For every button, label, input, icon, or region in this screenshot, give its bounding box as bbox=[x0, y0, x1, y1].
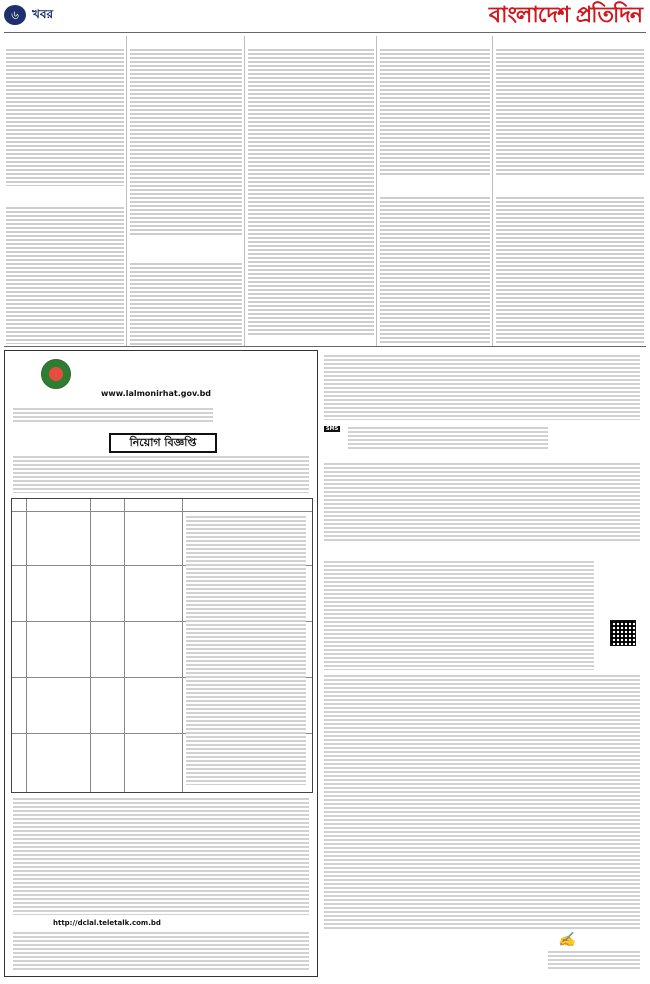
qr-code-icon bbox=[610, 620, 636, 646]
notice-intro bbox=[13, 455, 309, 493]
government-logo-icon bbox=[41, 359, 71, 389]
column-divider bbox=[376, 36, 377, 346]
notice-continuation bbox=[318, 350, 646, 975]
recruitment-notice bbox=[4, 350, 318, 977]
article-body bbox=[248, 48, 374, 336]
masthead bbox=[4, 4, 646, 30]
notice-title: নিয়োগ বিজ্ঞপ্তি bbox=[109, 433, 217, 453]
article-col-2b bbox=[130, 250, 242, 345]
article-body bbox=[496, 48, 644, 176]
article-body bbox=[6, 206, 124, 344]
article-body bbox=[380, 196, 490, 344]
article-col-1b bbox=[6, 194, 124, 344]
article-col-5b bbox=[496, 184, 644, 344]
conditions-text-2 bbox=[13, 931, 309, 971]
article-col-5 bbox=[496, 36, 644, 176]
header-rule bbox=[4, 32, 646, 33]
article-body bbox=[496, 196, 644, 344]
section-label: খবর bbox=[32, 7, 54, 21]
conditions-text bbox=[13, 797, 309, 915]
article-body bbox=[130, 48, 242, 236]
article-col-4b bbox=[380, 184, 490, 344]
reference-lines bbox=[13, 407, 213, 423]
article-body bbox=[130, 262, 242, 345]
article-body bbox=[380, 48, 490, 176]
column-divider bbox=[244, 36, 245, 346]
posts-table bbox=[11, 498, 313, 793]
instructions-text bbox=[324, 354, 640, 420]
terms-text bbox=[324, 674, 640, 930]
column-divider bbox=[492, 36, 493, 346]
page-number: ৬ bbox=[4, 5, 26, 25]
brand-logo: বাংলাদেশ প্রতিদিন bbox=[488, 3, 642, 28]
article-col-4 bbox=[380, 36, 490, 176]
article-col-2 bbox=[130, 36, 242, 236]
signatory-block bbox=[548, 950, 640, 970]
instructions-text bbox=[324, 560, 594, 670]
article-col-3 bbox=[248, 36, 374, 336]
instructions-text bbox=[324, 462, 640, 542]
signature: ✍ bbox=[558, 932, 576, 948]
qualification-text bbox=[186, 515, 306, 785]
article-body bbox=[6, 48, 124, 186]
apply-url: http://dclal.teletalk.com.bd bbox=[53, 919, 161, 927]
section-rule bbox=[4, 346, 646, 347]
column-divider bbox=[126, 36, 127, 346]
website-url: www.lalmonirhat.gov.bd bbox=[101, 389, 212, 398]
article-col-1 bbox=[6, 36, 124, 186]
sms-instructions bbox=[348, 426, 548, 450]
sms-label: SMS bbox=[326, 426, 339, 432]
